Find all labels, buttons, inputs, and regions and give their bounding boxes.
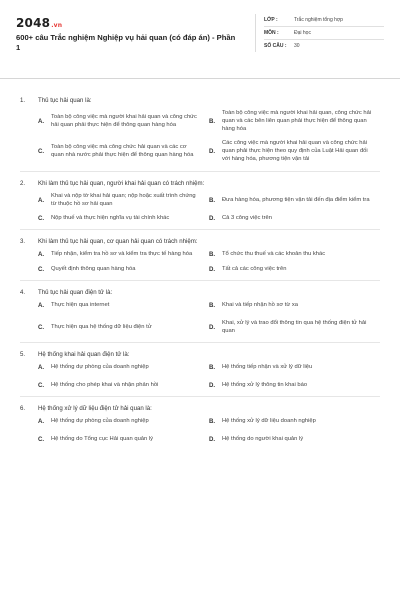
option-grid [20,301,380,335]
option-text: Khai và nộp tờ khai hải quan; nộp hoặc xuất trình chứng từ thuộc hồ sơ hải quan [51,193,196,207]
option-d[interactable] [209,381,380,389]
option-letter: C. [38,435,45,443]
option-grid [20,363,380,389]
question-stem [20,238,380,246]
option-letter: D. [209,265,216,273]
option-letter: A. [38,301,45,309]
option-letter: A. [38,250,45,258]
option-letter: B. [209,301,216,309]
option-a[interactable] [38,192,209,208]
meta-value: Trắc nghiệm tổng hợp [294,17,343,23]
option-b[interactable] [209,417,380,425]
meta-label: LỚP : [264,17,278,23]
option-letter: C. [38,147,45,155]
option-text: Nộp thuế và thực hiện nghĩa vụ tài chính khác [51,215,170,221]
option-text: Đưa hàng hóa, phương tiện vận tải đến địa điểm kiểm tra [222,197,370,203]
option-b[interactable] [209,363,380,371]
option-text: Các công việc mà người khai hải quan và công chức hải quan phải thực hiện theo quy định của Luật Hải quan đối với hàng hóa, phương tiện vận tải [222,140,368,162]
option-text: Tổ chức thu thuế và các khoản thu khác [222,251,326,257]
option-letter: C. [38,265,45,273]
option-b[interactable] [209,250,380,258]
option-text: Hệ thống dự phòng của doanh nghiệp [51,364,149,370]
question-stem [20,97,380,105]
question-stem [20,289,380,297]
meta-value: Đại học [294,30,311,36]
option-a[interactable] [38,363,209,371]
site-logo[interactable] [16,16,236,30]
meta-row-subject [264,27,384,40]
option-letter: B. [209,196,216,204]
question-item [20,397,380,443]
meta-row-count [264,40,384,52]
option-c[interactable] [38,214,209,222]
option-c[interactable] [38,319,209,335]
meta-table [255,14,384,52]
option-a[interactable] [38,250,209,258]
meta-value: 30 [294,43,300,49]
document-header [16,10,384,72]
option-letter: B. [209,363,216,371]
option-text: Thực hiện qua internet [51,302,110,308]
option-text: Toàn bộ công việc mà người khai hải quan và công chức hải quan phải thực hiện để thông quan hàng hóa [51,114,197,128]
option-text: Quyết định thông quan hàng hóa [51,266,136,272]
option-letter: D. [209,381,216,389]
option-letter: B. [209,117,216,125]
option-b[interactable] [209,192,380,208]
option-text: Hệ thống tiếp nhận và xử lý dữ liệu [222,364,313,370]
option-d[interactable] [209,319,380,335]
question-item [20,343,380,397]
option-letter: A. [38,117,45,125]
header-left [16,10,236,53]
question-item [20,172,380,230]
option-letter: A. [38,417,45,425]
option-letter: B. [209,250,216,258]
question-text: Hệ thống khai hải quan điện tử là: [38,351,130,358]
option-text: Toàn bộ công việc mà người khai hải quan, công chức hải quan và các bên liên quan phải thực hiện để thông quan hàng hóa [222,110,372,132]
option-text: Khai, xử lý và trao đổi thông tin qua hệ thống điện tử hải quan [222,320,367,334]
option-b[interactable] [209,109,380,133]
option-c[interactable] [38,139,209,163]
option-letter: C. [38,214,45,222]
question-text: Khi làm thủ tục hải quan, người khai hải quan có trách nhiệm: [38,180,205,187]
document-title: 600+ câu Trắc nghiệm Nghiệp vụ hải quan (có đáp án) - Phần 1 [16,33,236,52]
option-letter: D. [209,214,216,222]
option-b[interactable] [209,301,380,309]
option-d[interactable] [209,265,380,273]
option-grid [20,250,380,273]
logo-main: 2048 [16,16,51,30]
question-text: Thủ tục hải quan là: [38,97,92,104]
option-d[interactable] [209,139,380,163]
option-text: Hệ thống cho phép khai và nhận phản hồi [51,382,159,388]
option-grid [20,192,380,222]
logo-suffix: .vn [51,22,63,29]
option-grid [20,109,380,163]
question-stem [20,405,380,413]
option-text: Hệ thống do Tổng cục Hải quan quản lý [51,436,154,442]
question-number: 4. [20,289,26,296]
question-number: 1. [20,97,26,104]
option-text: Khai và tiếp nhận hồ sơ từ xa [222,302,299,308]
question-item [20,87,380,172]
option-letter: D. [209,435,216,443]
option-letter: D. [209,323,216,331]
option-text: Hệ thống dự phòng của doanh nghiệp [51,418,149,424]
option-text: Thực hiện qua hệ thống dữ liệu điện tử [51,324,152,330]
option-text: Toàn bộ công việc mà công chức hải quan và các cơ quan nhà nước phải thực hiện để thông quan hàng hóa [51,144,194,158]
option-text: Hệ thống xử lý dữ liệu doanh nghiệp [222,418,316,424]
option-a[interactable] [38,301,209,309]
option-letter: C. [38,381,45,389]
option-a[interactable] [38,417,209,425]
question-text: Khi làm thủ tục hải quan, cơ quan hải quan có trách nhiệm: [38,238,198,245]
option-c[interactable] [38,435,209,443]
option-grid [20,417,380,443]
option-letter: A. [38,363,45,371]
question-number: 2. [20,180,26,187]
question-text: Hệ thống xử lý dữ liệu điện tử hải quan là: [38,405,152,412]
option-text: Hệ thống xử lý thông tin khai báo [222,382,308,388]
option-letter: A. [38,196,45,204]
meta-label: MÔN : [264,30,279,36]
question-item [20,281,380,343]
option-a[interactable] [38,109,209,133]
question-number: 3. [20,238,26,245]
option-d[interactable] [209,435,380,443]
option-c[interactable] [38,381,209,389]
question-stem [20,180,380,188]
meta-row-class [264,14,384,27]
question-item [20,230,380,281]
option-text: Tất cả các công việc trên [222,266,287,272]
option-c[interactable] [38,265,209,273]
option-letter: B. [209,417,216,425]
option-text: Hệ thống do người khai quản lý [222,436,304,442]
option-d[interactable] [209,214,380,222]
option-text: Tiếp nhận, kiểm tra hồ sơ và kiểm tra thực tế hàng hóa [51,251,193,257]
question-list [16,79,384,443]
option-letter: C. [38,323,45,331]
question-stem [20,351,380,359]
question-number: 5. [20,351,26,358]
option-text: Cả 3 công việc trên [222,215,272,221]
meta-label: SỐ CÂU : [264,43,287,49]
question-number: 6. [20,405,26,412]
question-text: Thủ tục hải quan điện tử là: [38,289,113,296]
option-letter: D. [209,147,216,155]
